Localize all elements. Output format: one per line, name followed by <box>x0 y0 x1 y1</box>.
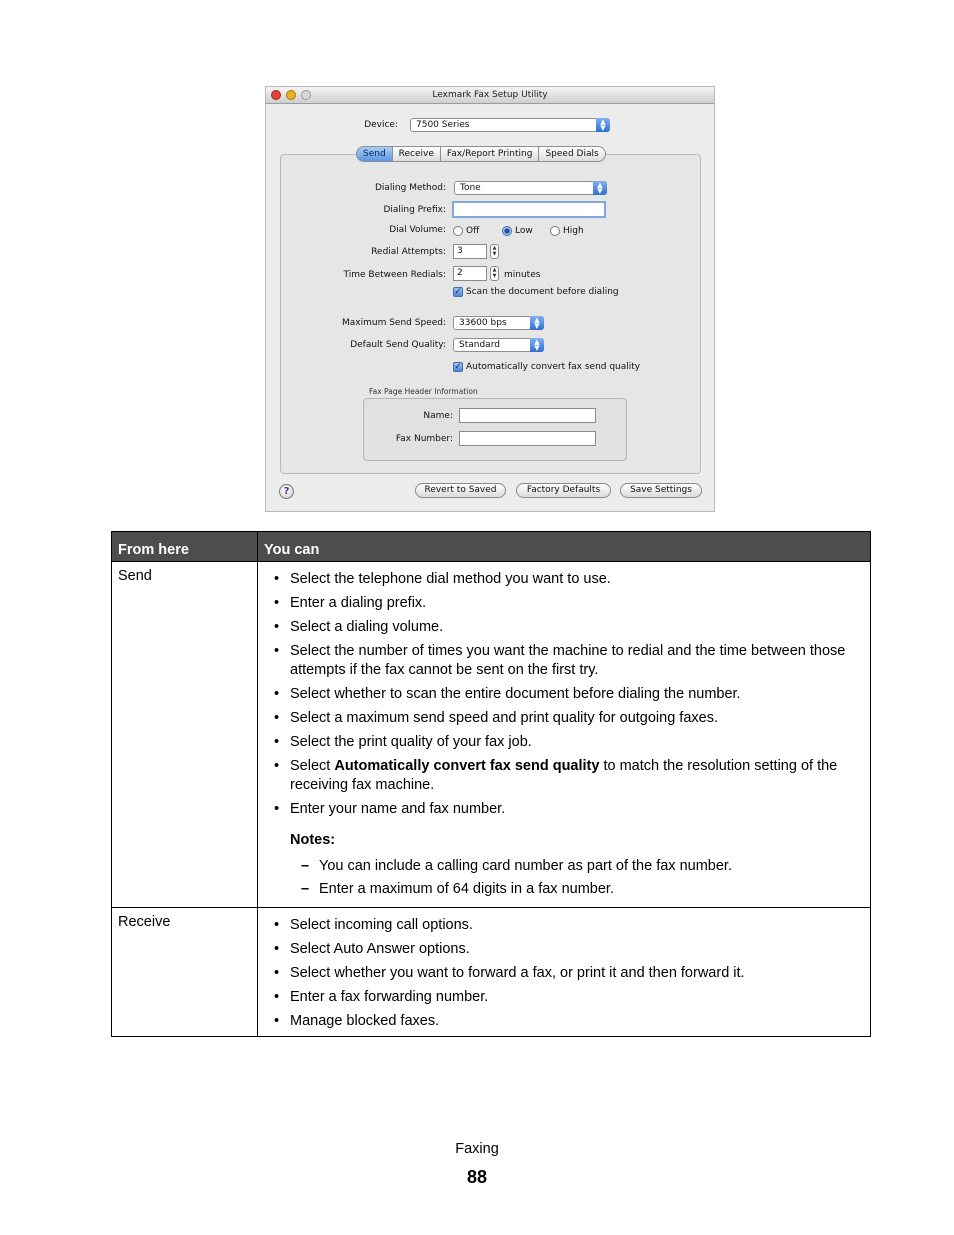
tab-receive[interactable]: Receive <box>393 146 441 162</box>
dialing-method-popup[interactable] <box>454 181 607 195</box>
dial-volume-off-radio[interactable] <box>453 226 463 236</box>
row-label-receive: Receive <box>118 914 171 930</box>
receive-options-list <box>258 908 870 1031</box>
list-item: • Manage blocked faxes. <box>290 1012 860 1031</box>
list-item: • Enter your name and fax number. <box>290 800 860 819</box>
popup-arrows-icon: ▲ ▼ <box>530 338 544 352</box>
notes-title: Notes: <box>290 832 336 848</box>
tab-fax-report-printing[interactable]: Fax/Report Printing <box>441 146 540 162</box>
footer-section: Faxing <box>455 1141 499 1157</box>
list-item: • Select a maximum send speed and print quality for outgoing faxes. <box>290 709 860 728</box>
scan-before-dialing-label: Scan the document before dialing <box>466 287 619 297</box>
auto-convert-quality-label: Automatically convert fax send quality <box>466 362 641 372</box>
notes-list <box>258 850 870 907</box>
list-item: • Select the print quality of your fax job. <box>290 733 860 752</box>
save-settings-button[interactable]: Save Settings <box>620 483 702 498</box>
options-table <box>111 531 871 1037</box>
dialing-prefix-label: Dialing Prefix: <box>383 205 446 215</box>
row-label-send: Send <box>118 568 152 584</box>
dial-volume-low-radio[interactable] <box>502 226 512 236</box>
help-button[interactable]: ? <box>279 484 294 499</box>
factory-defaults-button[interactable]: Factory Defaults <box>516 483 611 498</box>
dial-volume-label: Dial Volume: <box>389 225 446 235</box>
fax-number-label: Fax Number: <box>395 434 453 444</box>
max-send-speed-popup[interactable] <box>453 316 544 330</box>
popup-arrows-icon: ▲ ▼ <box>530 316 544 330</box>
revert-to-saved-button[interactable]: Revert to Saved <box>415 483 506 498</box>
dialing-method-label: Dialing Method: <box>374 183 446 193</box>
name-label: Name: <box>423 411 453 421</box>
fax-number-field[interactable] <box>459 431 596 446</box>
popup-arrows-icon: ▲ ▼ <box>593 181 607 195</box>
list-item: • Select a dialing volume. <box>290 618 860 637</box>
list-item <box>290 757 860 795</box>
fax-setup-window <box>265 86 715 512</box>
dial-volume-high-radio[interactable] <box>550 226 560 236</box>
auto-item-pre: Select <box>290 758 335 774</box>
list-item: • Select whether you want to forward a fax, or print it and then forward it. <box>290 964 860 983</box>
tab-speed-dials[interactable]: Speed Dials <box>539 146 605 162</box>
list-item: • Select whether to scan the entire document before dialing the number. <box>290 685 860 704</box>
auto-item-bold: Automatically convert fax send quality <box>334 758 600 774</box>
page-number: 88 <box>466 1167 488 1187</box>
redial-attempts-field[interactable]: 3 <box>453 244 487 259</box>
minutes-unit-label: minutes <box>504 270 541 280</box>
redial-attempts-stepper[interactable]: ▲ ▼ <box>490 244 499 259</box>
time-between-redials-stepper[interactable]: ▲ ▼ <box>490 266 499 281</box>
auto-item-post: to match the resolution setting of the receiving fax machine. <box>290 758 838 793</box>
list-item: • Enter a fax forwarding number. <box>290 988 860 1007</box>
popup-arrows-icon: ▲ ▼ <box>596 118 610 132</box>
dial-volume-high-label: High <box>563 226 584 236</box>
table-header-row <box>112 532 871 562</box>
redial-attempts-label: Redial Attempts: <box>371 247 446 257</box>
device-label: Device: <box>364 120 398 130</box>
time-between-redials-label: Time Between Redials: <box>343 270 446 280</box>
max-send-speed-label: Maximum Send Speed: <box>342 318 446 328</box>
list-item: • Select Auto Answer options. <box>290 940 860 959</box>
list-item: • Select incoming call options. <box>290 916 860 935</box>
default-send-quality-popup[interactable] <box>453 338 544 352</box>
device-value: 7500 Series <box>416 120 470 130</box>
window-title: Lexmark Fax Setup Utility <box>432 90 548 100</box>
dial-volume-off-label: Off <box>466 226 480 236</box>
title-bar <box>266 87 714 104</box>
time-between-redials-field[interactable]: 2 <box>453 266 487 281</box>
max-send-speed-value: 33600 bps <box>459 318 507 328</box>
dialing-prefix-field[interactable] <box>452 201 606 218</box>
tab-bar <box>356 146 606 162</box>
default-send-quality-label: Default Send Quality: <box>350 340 446 350</box>
dial-volume-low-label: Low <box>515 226 533 236</box>
note-item: – You can include a calling card number as part of the fax number. <box>319 857 860 876</box>
table-row-send <box>112 562 871 908</box>
list-item: • Select the telephone dial method you want to use. <box>290 570 860 589</box>
table-row-receive <box>112 908 871 1037</box>
header-you-can: You can <box>258 532 871 562</box>
dialing-method-value: Tone <box>460 183 481 193</box>
fax-header-group-title: Fax Page Header Information <box>369 387 478 396</box>
note-item: – Enter a maximum of 64 digits in a fax number. <box>319 880 860 899</box>
device-popup[interactable] <box>410 118 610 132</box>
send-options-list <box>258 562 870 819</box>
list-item: • Select the number of times you want the machine to redial and the time between those attempts if the fax cannot be sent on the first try. <box>290 642 860 680</box>
default-send-quality-value: Standard <box>459 340 500 350</box>
list-item: • Enter a dialing prefix. <box>290 594 860 613</box>
tab-send[interactable]: Send <box>356 146 393 162</box>
scan-before-dialing-checkbox[interactable]: ✓ <box>454 287 462 297</box>
name-field[interactable] <box>459 408 596 423</box>
auto-convert-quality-checkbox[interactable]: ✓ <box>454 362 462 372</box>
header-from-here: From here <box>112 532 258 562</box>
